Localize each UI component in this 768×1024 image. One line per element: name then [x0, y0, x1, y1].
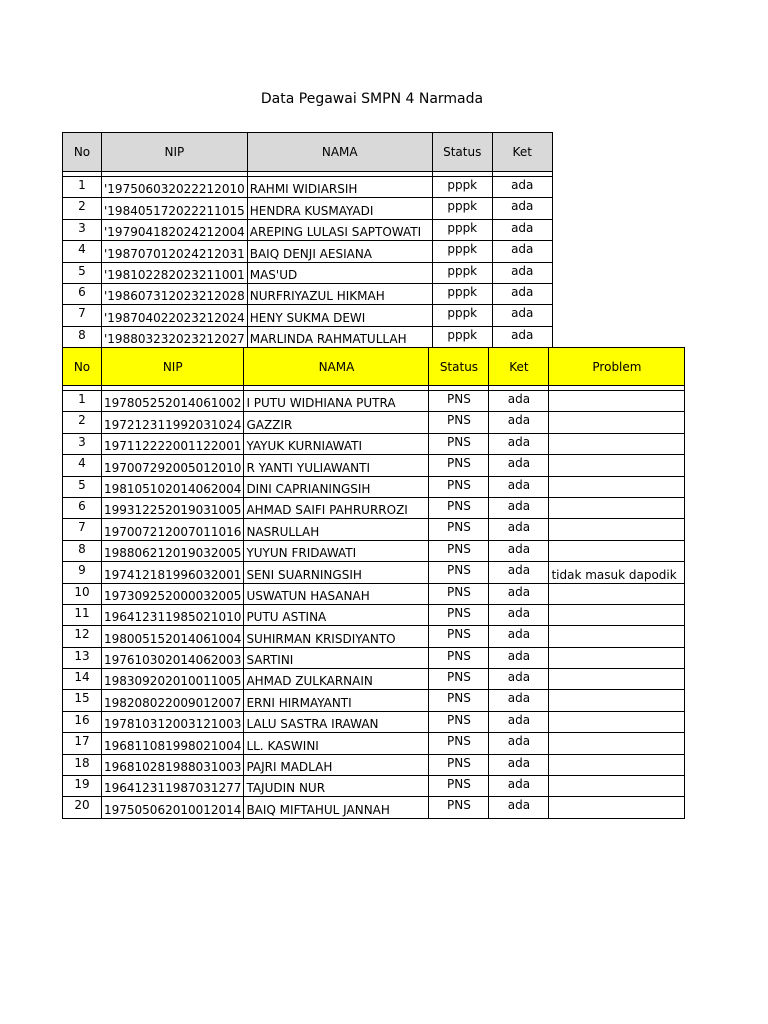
cell-no: 15 [63, 690, 102, 711]
cell-problem [549, 711, 685, 732]
cell-nama: SENI SUARNINGSIH [244, 562, 429, 583]
cell-status: PNS [429, 690, 489, 711]
header-nip: NIP [102, 133, 248, 172]
cell-problem [549, 754, 685, 775]
cell-nip: 198806212019032005 [102, 540, 244, 561]
cell-no: 8 [63, 326, 102, 347]
cell-status: PNS [429, 776, 489, 797]
header-ket: Ket [489, 348, 549, 386]
table-header-row [63, 133, 553, 172]
cell-status: PNS [429, 540, 489, 561]
table-row [63, 626, 685, 647]
cell-status: PNS [429, 476, 489, 497]
table-row [63, 476, 685, 497]
cell-no: 19 [63, 776, 102, 797]
cell-status: pppk [432, 219, 492, 240]
cell-nama: AREPING LULASI SAPTOWATI [247, 219, 432, 240]
cell-ket: ada [489, 647, 549, 668]
pns-table-body [63, 386, 685, 819]
cell-nama: PAJRI MADLAH [244, 754, 429, 775]
header-status: Status [429, 348, 489, 386]
cell-ket: ada [489, 711, 549, 732]
cell-no: 1 [63, 391, 102, 412]
cell-problem [549, 455, 685, 476]
cell-ket: ada [489, 754, 549, 775]
cell-nama: HENDRA KUSMAYADI [247, 198, 432, 219]
cell-nip: 197212311992031024 [102, 412, 244, 433]
cell-nama: I PUTU WIDHIANA PUTRA [244, 391, 429, 412]
table-row [63, 776, 685, 797]
cell-no: 11 [63, 604, 102, 625]
cell-nama: MAS'UD [247, 262, 432, 283]
cell-problem [549, 540, 685, 561]
cell-nip: 198105102014062004 [102, 476, 244, 497]
table-row [63, 733, 685, 754]
cell-ket: ada [489, 497, 549, 518]
cell-ket: ada [489, 433, 549, 454]
cell-nip: '198607312023212028 [102, 283, 248, 304]
cell-status: PNS [429, 497, 489, 518]
table-row [63, 177, 553, 198]
cell-nama: MARLINDA RAHMATULLAH [247, 326, 432, 347]
table-row [63, 690, 685, 711]
cell-no: 16 [63, 711, 102, 732]
cell-problem [549, 776, 685, 797]
header-no: No [63, 133, 102, 172]
cell-problem [549, 519, 685, 540]
cell-ket: ada [489, 562, 549, 583]
cell-ket: ada [492, 241, 552, 262]
cell-nip: '198803232023212027 [102, 326, 248, 347]
cell-nama: PUTU ASTINA [244, 604, 429, 625]
table-row [63, 497, 685, 518]
cell-status: PNS [429, 562, 489, 583]
cell-nip: 196811081998021004 [102, 733, 244, 754]
cell-nip: '198707012024212031 [102, 241, 248, 262]
cell-nama: BAIQ MIFTAHUL JANNAH [244, 797, 429, 818]
header-nama: NAMA [247, 133, 432, 172]
cell-no: 1 [63, 177, 102, 198]
cell-nama: GAZZIR [244, 412, 429, 433]
cell-ket: ada [489, 626, 549, 647]
cell-no: 9 [63, 562, 102, 583]
cell-problem [549, 412, 685, 433]
cell-status: PNS [429, 519, 489, 540]
table-row [63, 241, 553, 262]
cell-no: 2 [63, 198, 102, 219]
table-row [63, 433, 685, 454]
table-row [63, 198, 553, 219]
cell-problem [549, 797, 685, 818]
table-row [63, 305, 553, 326]
cell-nama: LL. KASWINI [244, 733, 429, 754]
cell-status: PNS [429, 733, 489, 754]
cell-no: 18 [63, 754, 102, 775]
cell-no: 5 [63, 262, 102, 283]
cell-status: PNS [429, 647, 489, 668]
header-nip: NIP [102, 348, 244, 386]
cell-nip: 197309252000032005 [102, 583, 244, 604]
cell-status: PNS [429, 797, 489, 818]
cell-no: 4 [63, 455, 102, 476]
header-no: No [63, 348, 102, 386]
cell-status: PNS [429, 412, 489, 433]
cell-ket: ada [489, 519, 549, 540]
cell-nip: 196810281988031003 [102, 754, 244, 775]
cell-problem [549, 669, 685, 690]
cell-nip: '198704022023212024 [102, 305, 248, 326]
cell-no: 3 [63, 219, 102, 240]
cell-status: PNS [429, 754, 489, 775]
cell-nama: SARTINI [244, 647, 429, 668]
cell-status: pppk [432, 241, 492, 262]
cell-nip: '198102282023211001 [102, 262, 248, 283]
pns-employee-table [62, 347, 685, 819]
cell-ket: ada [489, 604, 549, 625]
header-ket: Ket [492, 133, 552, 172]
cell-status: PNS [429, 455, 489, 476]
cell-ket: ada [492, 198, 552, 219]
cell-status: pppk [432, 262, 492, 283]
cell-nip: 198208022009012007 [102, 690, 244, 711]
table-row [63, 604, 685, 625]
header-nama: NAMA [244, 348, 429, 386]
table-row [63, 583, 685, 604]
cell-no: 5 [63, 476, 102, 497]
cell-nama: DINI CAPRIANINGSIH [244, 476, 429, 497]
cell-no: 4 [63, 241, 102, 262]
table-row [63, 519, 685, 540]
pppk-table-body [63, 172, 553, 348]
cell-ket: ada [492, 262, 552, 283]
cell-nip: 197007292005012010 [102, 455, 244, 476]
cell-nip: 197610302014062003 [102, 647, 244, 668]
cell-ket: ada [489, 669, 549, 690]
table-row [63, 647, 685, 668]
cell-problem [549, 604, 685, 625]
cell-nip: 197810312003121003 [102, 711, 244, 732]
cell-nip: 198309202010011005 [102, 669, 244, 690]
table-header-row [63, 348, 685, 386]
cell-status: PNS [429, 583, 489, 604]
cell-ket: ada [489, 797, 549, 818]
cell-ket: ada [492, 283, 552, 304]
cell-status: pppk [432, 177, 492, 198]
cell-ket: ada [489, 476, 549, 497]
cell-no: 3 [63, 433, 102, 454]
cell-no: 13 [63, 647, 102, 668]
cell-problem [549, 583, 685, 604]
cell-nama: NURFRIYAZUL HIKMAH [247, 283, 432, 304]
cell-problem [549, 733, 685, 754]
cell-ket: ada [492, 177, 552, 198]
cell-ket: ada [489, 733, 549, 754]
cell-ket: ada [489, 583, 549, 604]
cell-nama: AHMAD ZULKARNAIN [244, 669, 429, 690]
cell-status: pppk [432, 283, 492, 304]
cell-nip: 197112222001122001 [102, 433, 244, 454]
cell-nama: ERNI HIRMAYANTI [244, 690, 429, 711]
page-title: Data Pegawai SMPN 4 Narmada [260, 91, 484, 107]
cell-nama: YUYUN FRIDAWATI [244, 540, 429, 561]
cell-nama: AHMAD SAIFI PAHRURROZI [244, 497, 429, 518]
cell-no: 14 [63, 669, 102, 690]
cell-nip: '197904182024212004 [102, 219, 248, 240]
table-row [63, 262, 553, 283]
cell-status: pppk [432, 305, 492, 326]
cell-nama: SUHIRMAN KRISDIYANTO [244, 626, 429, 647]
cell-no: 6 [63, 497, 102, 518]
cell-ket: ada [489, 690, 549, 711]
cell-problem [549, 391, 685, 412]
cell-status: PNS [429, 711, 489, 732]
table-row [63, 562, 685, 583]
cell-no: 20 [63, 797, 102, 818]
cell-nip: '198405172022211015 [102, 198, 248, 219]
header-problem: Problem [549, 348, 685, 386]
cell-no: 2 [63, 412, 102, 433]
cell-problem [549, 433, 685, 454]
cell-status: PNS [429, 604, 489, 625]
table-row [63, 412, 685, 433]
cell-ket: ada [489, 412, 549, 433]
cell-ket: ada [492, 219, 552, 240]
table-row [63, 797, 685, 818]
cell-ket: ada [489, 776, 549, 797]
table-row [63, 283, 553, 304]
cell-problem [549, 476, 685, 497]
cell-problem [549, 647, 685, 668]
cell-no: 17 [63, 733, 102, 754]
table-row [63, 669, 685, 690]
cell-ket: ada [489, 391, 549, 412]
cell-nip: '197506032022212010 [102, 177, 248, 198]
cell-no: 10 [63, 583, 102, 604]
cell-nama: HENY SUKMA DEWI [247, 305, 432, 326]
cell-problem [549, 497, 685, 518]
cell-problem [549, 690, 685, 711]
cell-nama: NASRULLAH [244, 519, 429, 540]
table-row [63, 391, 685, 412]
cell-nama: YAYUK KURNIAWATI [244, 433, 429, 454]
cell-no: 12 [63, 626, 102, 647]
cell-nama: TAJUDIN NUR [244, 776, 429, 797]
cell-nama: RAHMI WIDIARSIH [247, 177, 432, 198]
cell-ket: ada [489, 455, 549, 476]
cell-ket: ada [489, 540, 549, 561]
table-row [63, 711, 685, 732]
cell-nip: 198005152014061004 [102, 626, 244, 647]
cell-nip: 197412181996032001 [102, 562, 244, 583]
cell-nama: R YANTI YULIAWANTI [244, 455, 429, 476]
cell-status: PNS [429, 669, 489, 690]
cell-status: pppk [432, 326, 492, 347]
cell-nip: 197505062010012014 [102, 797, 244, 818]
header-status: Status [432, 133, 492, 172]
cell-nip: 197805252014061002 [102, 391, 244, 412]
cell-problem [549, 626, 685, 647]
cell-nama: BAIQ DENJI AESIANA [247, 241, 432, 262]
table-row [63, 326, 553, 347]
table-row [63, 219, 553, 240]
cell-status: PNS [429, 391, 489, 412]
table-row [63, 455, 685, 476]
cell-nip: 196412311987031277 [102, 776, 244, 797]
cell-status: PNS [429, 626, 489, 647]
cell-nama: USWATUN HASANAH [244, 583, 429, 604]
cell-nip: 196412311985021010 [102, 604, 244, 625]
cell-nama: LALU SASTRA IRAWAN [244, 711, 429, 732]
cell-ket: ada [492, 305, 552, 326]
cell-status: PNS [429, 433, 489, 454]
cell-no: 7 [63, 305, 102, 326]
pppk-employee-table [62, 132, 553, 348]
table-row [63, 540, 685, 561]
cell-ket: ada [492, 326, 552, 347]
cell-no: 6 [63, 283, 102, 304]
cell-problem: tidak masuk dapodik [549, 562, 685, 583]
cell-nip: 197007212007011016 [102, 519, 244, 540]
cell-nip: 199312252019031005 [102, 497, 244, 518]
table-row [63, 754, 685, 775]
cell-no: 7 [63, 519, 102, 540]
cell-no: 8 [63, 540, 102, 561]
cell-status: pppk [432, 198, 492, 219]
